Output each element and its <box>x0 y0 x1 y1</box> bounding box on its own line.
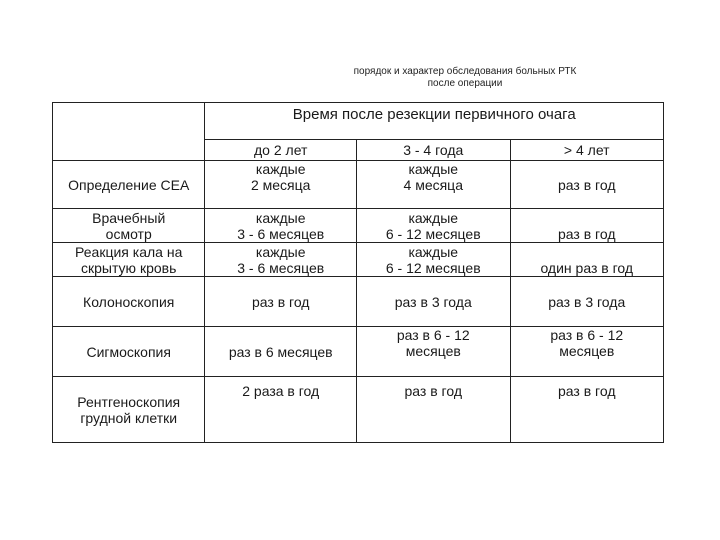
table-cell <box>510 327 664 377</box>
cell-line: раз в год <box>558 383 616 399</box>
table-row <box>53 377 664 443</box>
header-period-3: > 4 лет <box>510 140 664 161</box>
table-cell <box>205 377 357 443</box>
cell-line: каждые <box>255 209 306 226</box>
row-label-text: осмотр <box>105 225 152 242</box>
cell-line: 6 - 12 месяцев <box>385 225 481 242</box>
table-cell <box>510 209 664 243</box>
cell-line: один раз в год <box>540 260 634 276</box>
table-row <box>53 277 664 327</box>
table-row <box>53 161 664 209</box>
cell-line: каждые <box>255 161 306 177</box>
cell-line: каждые <box>255 243 306 260</box>
table-row <box>53 327 664 377</box>
row-label-text: Рентгеноскопия <box>77 393 181 410</box>
cell-line: раз в 6 - 12 <box>550 327 624 343</box>
table-cell <box>357 161 510 209</box>
row-label <box>53 243 205 277</box>
row-label-text: Врачебный <box>92 209 166 226</box>
empty-corner-cell <box>53 103 205 161</box>
table-cell <box>357 377 510 443</box>
cell-line: 4 месяца <box>403 177 463 193</box>
cell-line: раз в год <box>558 176 616 193</box>
table-cell <box>510 277 664 327</box>
cell-line: 2 месяца <box>250 177 311 193</box>
table-cell <box>510 243 664 277</box>
cell-line: месяцев <box>559 343 615 359</box>
row-label <box>53 161 205 209</box>
cell-line: каждые <box>408 209 459 226</box>
header-period-1: до 2 лет <box>205 140 357 161</box>
row-label-text: Сигмоскопия <box>86 343 171 360</box>
caption-line-2: после операции <box>427 78 503 89</box>
cell-line: раз в год <box>404 383 462 399</box>
table-cell <box>357 327 510 377</box>
row-label-text: скрытую кровь <box>81 259 177 276</box>
header-period-2: 3 - 4 года <box>357 140 510 161</box>
table-cell <box>205 327 357 377</box>
row-label-text: Колоноскопия <box>83 293 175 310</box>
cell-line: раз в год <box>558 226 616 242</box>
cell-line: раз в 6 месяцев <box>228 343 333 360</box>
table-caption <box>300 66 630 90</box>
row-label-text: Определение СЕА <box>68 176 190 193</box>
cell-line: 3 - 6 месяцев <box>237 225 325 242</box>
table-cell <box>357 209 510 243</box>
table-cell <box>510 161 664 209</box>
table-cell <box>205 243 357 277</box>
cell-line: 2 раза в год <box>242 383 320 399</box>
cell-line: каждые <box>408 161 459 177</box>
cell-line: раз в год <box>251 293 310 310</box>
cell-line: раз в 3 года <box>548 293 626 310</box>
caption-line-1: порядок и характер обследования больных РТК <box>353 66 577 77</box>
row-label-text: грудной клетки <box>80 409 178 426</box>
table-cell <box>205 277 357 327</box>
follow-up-schedule-table <box>52 102 664 443</box>
table-cell <box>205 161 357 209</box>
cell-line: 3 - 6 месяцев <box>237 259 325 276</box>
table-cell <box>510 377 664 443</box>
cell-line: каждые <box>408 243 459 260</box>
row-label <box>53 209 205 243</box>
header-time-after-resection: Время после резекции первичного очага <box>205 103 664 140</box>
table-cell <box>357 243 510 277</box>
header-row-main <box>53 103 664 140</box>
table-cell <box>357 277 510 327</box>
table-row <box>53 243 664 277</box>
table-row <box>53 209 664 243</box>
row-label <box>53 327 205 377</box>
cell-line: месяцев <box>405 343 461 359</box>
row-label-text: Реакция кала на <box>75 243 183 260</box>
cell-line: раз в 3 года <box>394 293 472 310</box>
cell-line: раз в 6 - 12 <box>396 327 470 343</box>
row-label <box>53 377 205 443</box>
table-cell <box>205 209 357 243</box>
cell-line: 6 - 12 месяцев <box>385 259 481 276</box>
row-label <box>53 277 205 327</box>
